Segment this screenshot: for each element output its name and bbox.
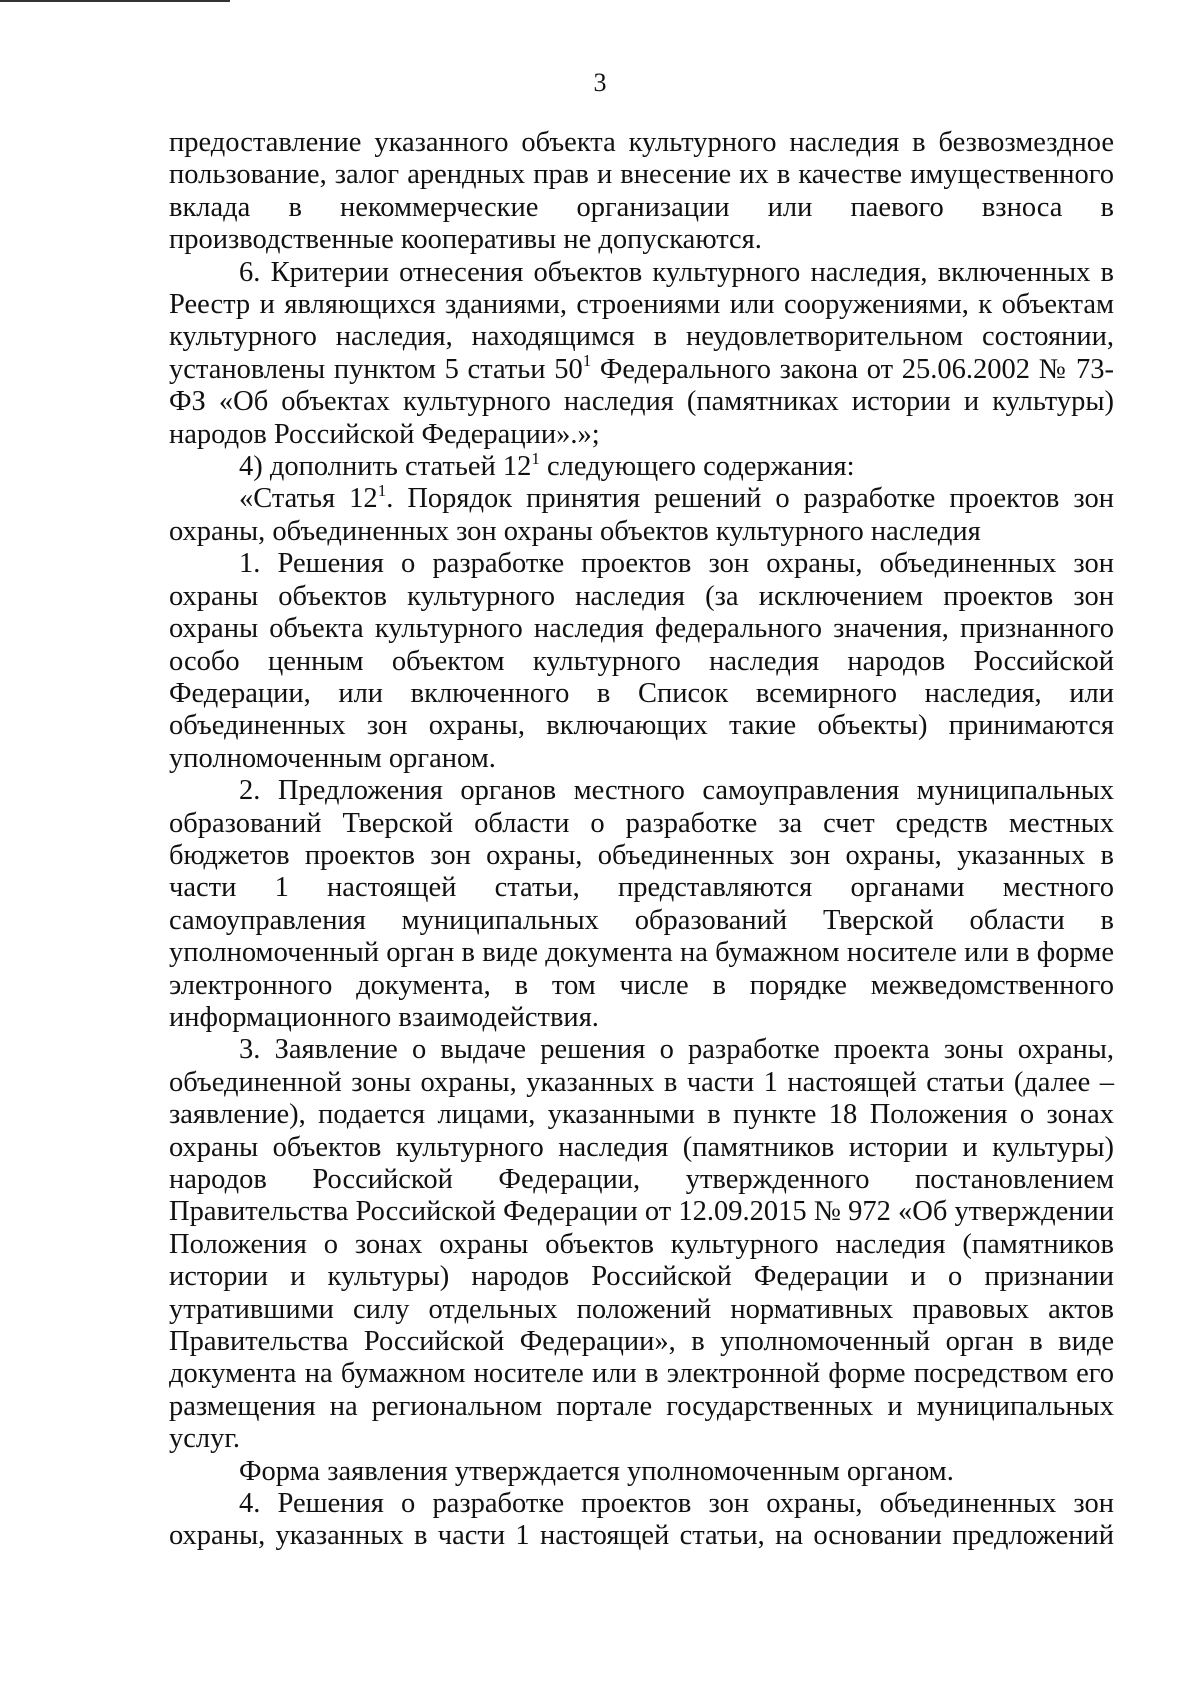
paragraph-criteria	[169, 257, 1114, 451]
paragraph-form-note: Форма заявления утверждается уполномоченным органом.	[239, 1455, 954, 1487]
page-number: 3	[593, 68, 607, 97]
paragraph-item-1: 1. Решения о разработке проектов зон охраны, объединенных зон охраны объектов культурного наследия (за исключением проектов зон охраны объекта культурного наследия федерального значения, признанного особо ценным объектом культурного наследия народов Российской Федерации, или включенного в Список всемирного наследия, или объединенных зон охраны, включающих такие объекты) принимаются уполномоченным органом.	[169, 548, 1114, 774]
paragraph-item-2: 2. Предложения органов местного самоуправления муниципальных образований Тверской области о разработке за счет средств местных бюджетов проектов зон охраны, объединенных зон охраны, указанных в части 1 настоящей статьи, представляются органами местного самоуправления муниципальных образований Тверской области в уполномоченный орган в виде документа на бумажном носителе или в форме электронного документа, в том числе в порядке межведомственного информационного взаимодействия.	[169, 775, 1114, 1033]
paragraph-text: . Порядок принятия решений о разработке проектов зон охраны, объединенных зон охраны объектов культурного наследия	[169, 483, 1114, 547]
scan-edge-mark	[0, 0, 230, 2]
superscript: 1	[377, 480, 387, 500]
paragraph-item-4: 4. Решения о разработке проектов зон охраны, объединенных зон охраны, указанных в части 1 настоящей статьи, на основании предложений	[169, 1488, 1114, 1552]
paragraph-text: «Статья 12	[239, 483, 378, 515]
paragraph-continuation: предоставление указанного объекта культурного наследия в безвозмездное пользование, залог арендных прав и внесение их в качестве имущественного вклада в некоммерческие организации или паевого взноса в производственные кооперативы не допускаются.	[169, 127, 1114, 256]
superscript: 1	[582, 351, 592, 371]
paragraph-text: 4) дополнить статьей 12	[239, 451, 532, 483]
paragraph-item-3: 3. Заявление о выдаче решения о разработке проекта зоны охраны, объединенной зоны охраны, указанных в части 1 настоящей статьи (далее – заявление), подается лицами, указанными в пункте 18 Положения о зонах охраны объектов культурного наследия (памятников истории и культуры) народов Российской Федерации, утвержденного постановлением Правительства Российской Федерации от 12.09.2015 № 972 «Об утверждении Положения о зонах охраны объектов культурного наследия (памятников истории и культуры) народов Российской Федерации и о признании утратившими силу отдельных положений нормативных правовых актов Правительства Российской Федерации», в уполномоченный орган в виде документа на бумажном носителе или в электронной форме посредством его размещения на региональном портале государственных и муниципальных услуг.	[169, 1034, 1114, 1455]
paragraph-text: Федерального закона от 25.06.2002 № 73-ФЗ «Об объектах культурного наследия (памятниках истории и культуры) народов Российской Федерации».»;	[169, 353, 1115, 450]
paragraph-amendment	[169, 448, 1114, 483]
paragraph-text: следующего содержания:	[539, 451, 855, 483]
paragraph-text: 6. Критерии отнесения объектов культурного наследия, включенных в Реестр и являющихся зданиями, строениями или сооружениями, к объектам культурного наследия, находящимся в неудовлетворительном состоянии, установлены пунктом 5 статьи 50	[169, 256, 1114, 385]
document-body	[169, 127, 1114, 1553]
article-heading	[169, 480, 1114, 548]
superscript: 1	[531, 448, 540, 468]
